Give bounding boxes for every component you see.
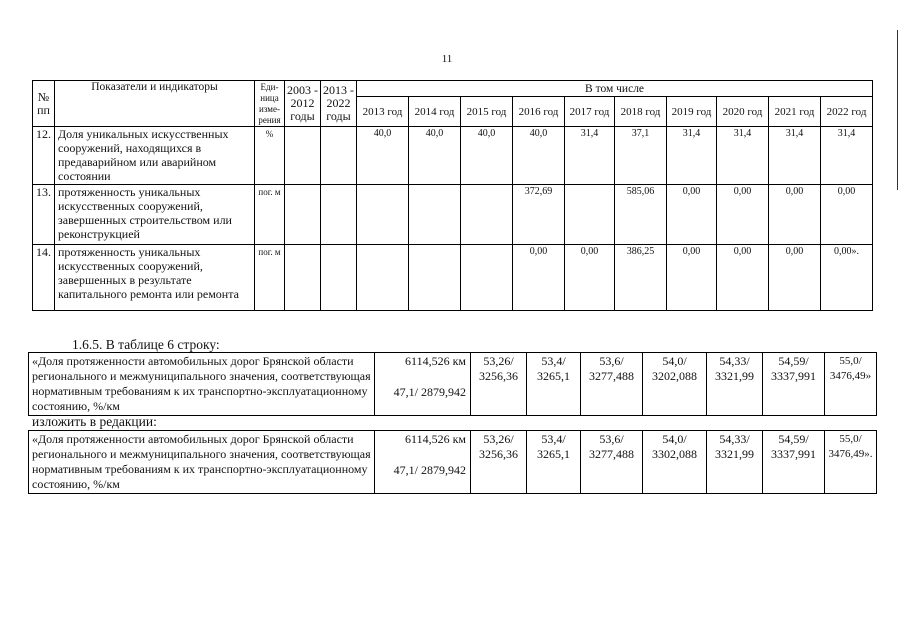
row-unit: % bbox=[255, 127, 285, 185]
old-row-value: 55,0/ 3476,49» bbox=[825, 353, 877, 416]
old-row-name: «Доля протяженности автомобильных дорог Брянской области регионального и межмуниципального значения, соответствующая нормативным требованиям к их транспортно-эксплуатационному состоянию, %/км bbox=[29, 353, 375, 416]
new-row-km-bottom: 47,1/ 2879,942 bbox=[393, 463, 466, 477]
row-year-value: 0,00 bbox=[667, 245, 717, 311]
new-row-value: 54,0/ 3302,088 bbox=[643, 431, 707, 494]
row-year-value bbox=[357, 245, 409, 311]
header-year: 2020 год bbox=[717, 97, 769, 127]
row-year-value: 31,4 bbox=[717, 127, 769, 185]
row-year-value bbox=[565, 185, 615, 245]
new-row-value: 54,33/ 3321,99 bbox=[707, 431, 763, 494]
header-unit: Еди-ница изме-рения bbox=[255, 81, 285, 127]
new-row-value: 53,4/ 3265,1 bbox=[527, 431, 581, 494]
row-indicator-name: протяженность уникальных искусственных сооружений, завершенных строительством или реконструкцией bbox=[55, 185, 255, 245]
row-year-value: 585,06 bbox=[615, 185, 667, 245]
page-number: 11 bbox=[441, 53, 453, 65]
row-number: 12. bbox=[33, 127, 55, 185]
old-row-km bbox=[375, 353, 471, 416]
row-year-value: 31,4 bbox=[769, 127, 821, 185]
row-number: 13. bbox=[33, 185, 55, 245]
new-row-table bbox=[28, 430, 877, 494]
row-indicator-name: протяженность уникальных искусственных сооружений, завершенных в результате капитального ремонта или ремонта bbox=[55, 245, 255, 311]
new-row-value: 53,26/ 3256,36 bbox=[471, 431, 527, 494]
old-row-km-bottom: 47,1/ 2879,942 bbox=[393, 385, 466, 399]
row-unit: пог. м bbox=[255, 185, 285, 245]
page-edge-line bbox=[897, 30, 898, 190]
row-year-value: 0,00 bbox=[821, 185, 873, 245]
old-row-value: 53,26/ 3256,36 bbox=[471, 353, 527, 416]
row-unit: пог. м bbox=[255, 245, 285, 311]
row-year-value bbox=[409, 185, 461, 245]
row-year-value: 372,69 bbox=[513, 185, 565, 245]
header-year: 2021 год bbox=[769, 97, 821, 127]
row-period-2 bbox=[321, 185, 357, 245]
row-period-1 bbox=[285, 185, 321, 245]
old-row-value: 54,33/ 3321,99 bbox=[707, 353, 763, 416]
row-year-value bbox=[461, 245, 513, 311]
header-year: 2015 год bbox=[461, 97, 513, 127]
old-row-value: 54,0/ 3202,088 bbox=[643, 353, 707, 416]
table-row bbox=[33, 185, 873, 245]
old-row-value: 53,6/ 3277,488 bbox=[581, 353, 643, 416]
header-year: 2013 год bbox=[357, 97, 409, 127]
indicators-table bbox=[32, 80, 873, 311]
row-year-value: 31,4 bbox=[565, 127, 615, 185]
row-year-value: 0,00 bbox=[769, 185, 821, 245]
row-year-value: 40,0 bbox=[409, 127, 461, 185]
header-indicator: Показатели и индикаторы bbox=[55, 81, 255, 127]
header-year: 2018 год bbox=[615, 97, 667, 127]
old-row-value: 53,4/ 3265,1 bbox=[527, 353, 581, 416]
header-year: 2016 год bbox=[513, 97, 565, 127]
row-year-value: 0,00 bbox=[769, 245, 821, 311]
table-row bbox=[33, 127, 873, 185]
row-year-value: 31,4 bbox=[667, 127, 717, 185]
row-year-value: 31,4 bbox=[821, 127, 873, 185]
row-year-value: 0,00 bbox=[667, 185, 717, 245]
row-year-value: 0,00 bbox=[717, 185, 769, 245]
new-row-value: 54,59/ 3337,991 bbox=[763, 431, 825, 494]
old-row bbox=[29, 353, 877, 416]
row-year-value: 37,1 bbox=[615, 127, 667, 185]
row-year-value: 0,00». bbox=[821, 245, 873, 311]
row-year-value: 0,00 bbox=[565, 245, 615, 311]
new-row-km bbox=[375, 431, 471, 494]
row-period-2 bbox=[321, 245, 357, 311]
row-year-value bbox=[357, 185, 409, 245]
header-year: 2022 год bbox=[821, 97, 873, 127]
new-row-value: 55,0/ 3476,49». bbox=[825, 431, 877, 494]
old-row-value: 54,59/ 3337,991 bbox=[763, 353, 825, 416]
header-period-1: 2003 - 2012 годы bbox=[285, 81, 321, 127]
row-year-value: 40,0 bbox=[357, 127, 409, 185]
header-num: № пп bbox=[33, 81, 55, 127]
row-year-value: 0,00 bbox=[513, 245, 565, 311]
row-period-1 bbox=[285, 245, 321, 311]
header-year: 2019 год bbox=[667, 97, 717, 127]
row-period-1 bbox=[285, 127, 321, 185]
section-heading: 1.6.5. В таблице 6 строку: bbox=[72, 337, 220, 352]
row-number: 14. bbox=[33, 245, 55, 311]
new-row bbox=[29, 431, 877, 494]
row-year-value: 40,0 bbox=[461, 127, 513, 185]
row-year-value bbox=[409, 245, 461, 311]
row-indicator-name: Доля уникальных искусственных сооружений, находящихся в предаварийном или аварийном состоянии bbox=[55, 127, 255, 185]
row-period-2 bbox=[321, 127, 357, 185]
old-row-km-top: 6114,526 км bbox=[405, 354, 466, 368]
row-year-value: 0,00 bbox=[717, 245, 769, 311]
new-row-km-top: 6114,526 км bbox=[405, 432, 466, 446]
row-year-value bbox=[461, 185, 513, 245]
row-year-value: 386,25 bbox=[615, 245, 667, 311]
new-row-name: «Доля протяженности автомобильных дорог Брянской области регионального и межмуниципального значения, соответствующая нормативным требованиям к их транспортно-эксплуатационному состоянию, %/км bbox=[29, 431, 375, 494]
header-including: В том числе bbox=[357, 81, 873, 97]
header-period-2: 2013 - 2022 годы bbox=[321, 81, 357, 127]
header-year: 2014 год bbox=[409, 97, 461, 127]
old-row-table bbox=[28, 352, 877, 416]
header-year: 2017 год bbox=[565, 97, 615, 127]
table-row bbox=[33, 245, 873, 311]
row-year-value: 40,0 bbox=[513, 127, 565, 185]
edit-instruction: изложить в редакции: bbox=[32, 414, 157, 429]
new-row-value: 53,6/ 3277,488 bbox=[581, 431, 643, 494]
